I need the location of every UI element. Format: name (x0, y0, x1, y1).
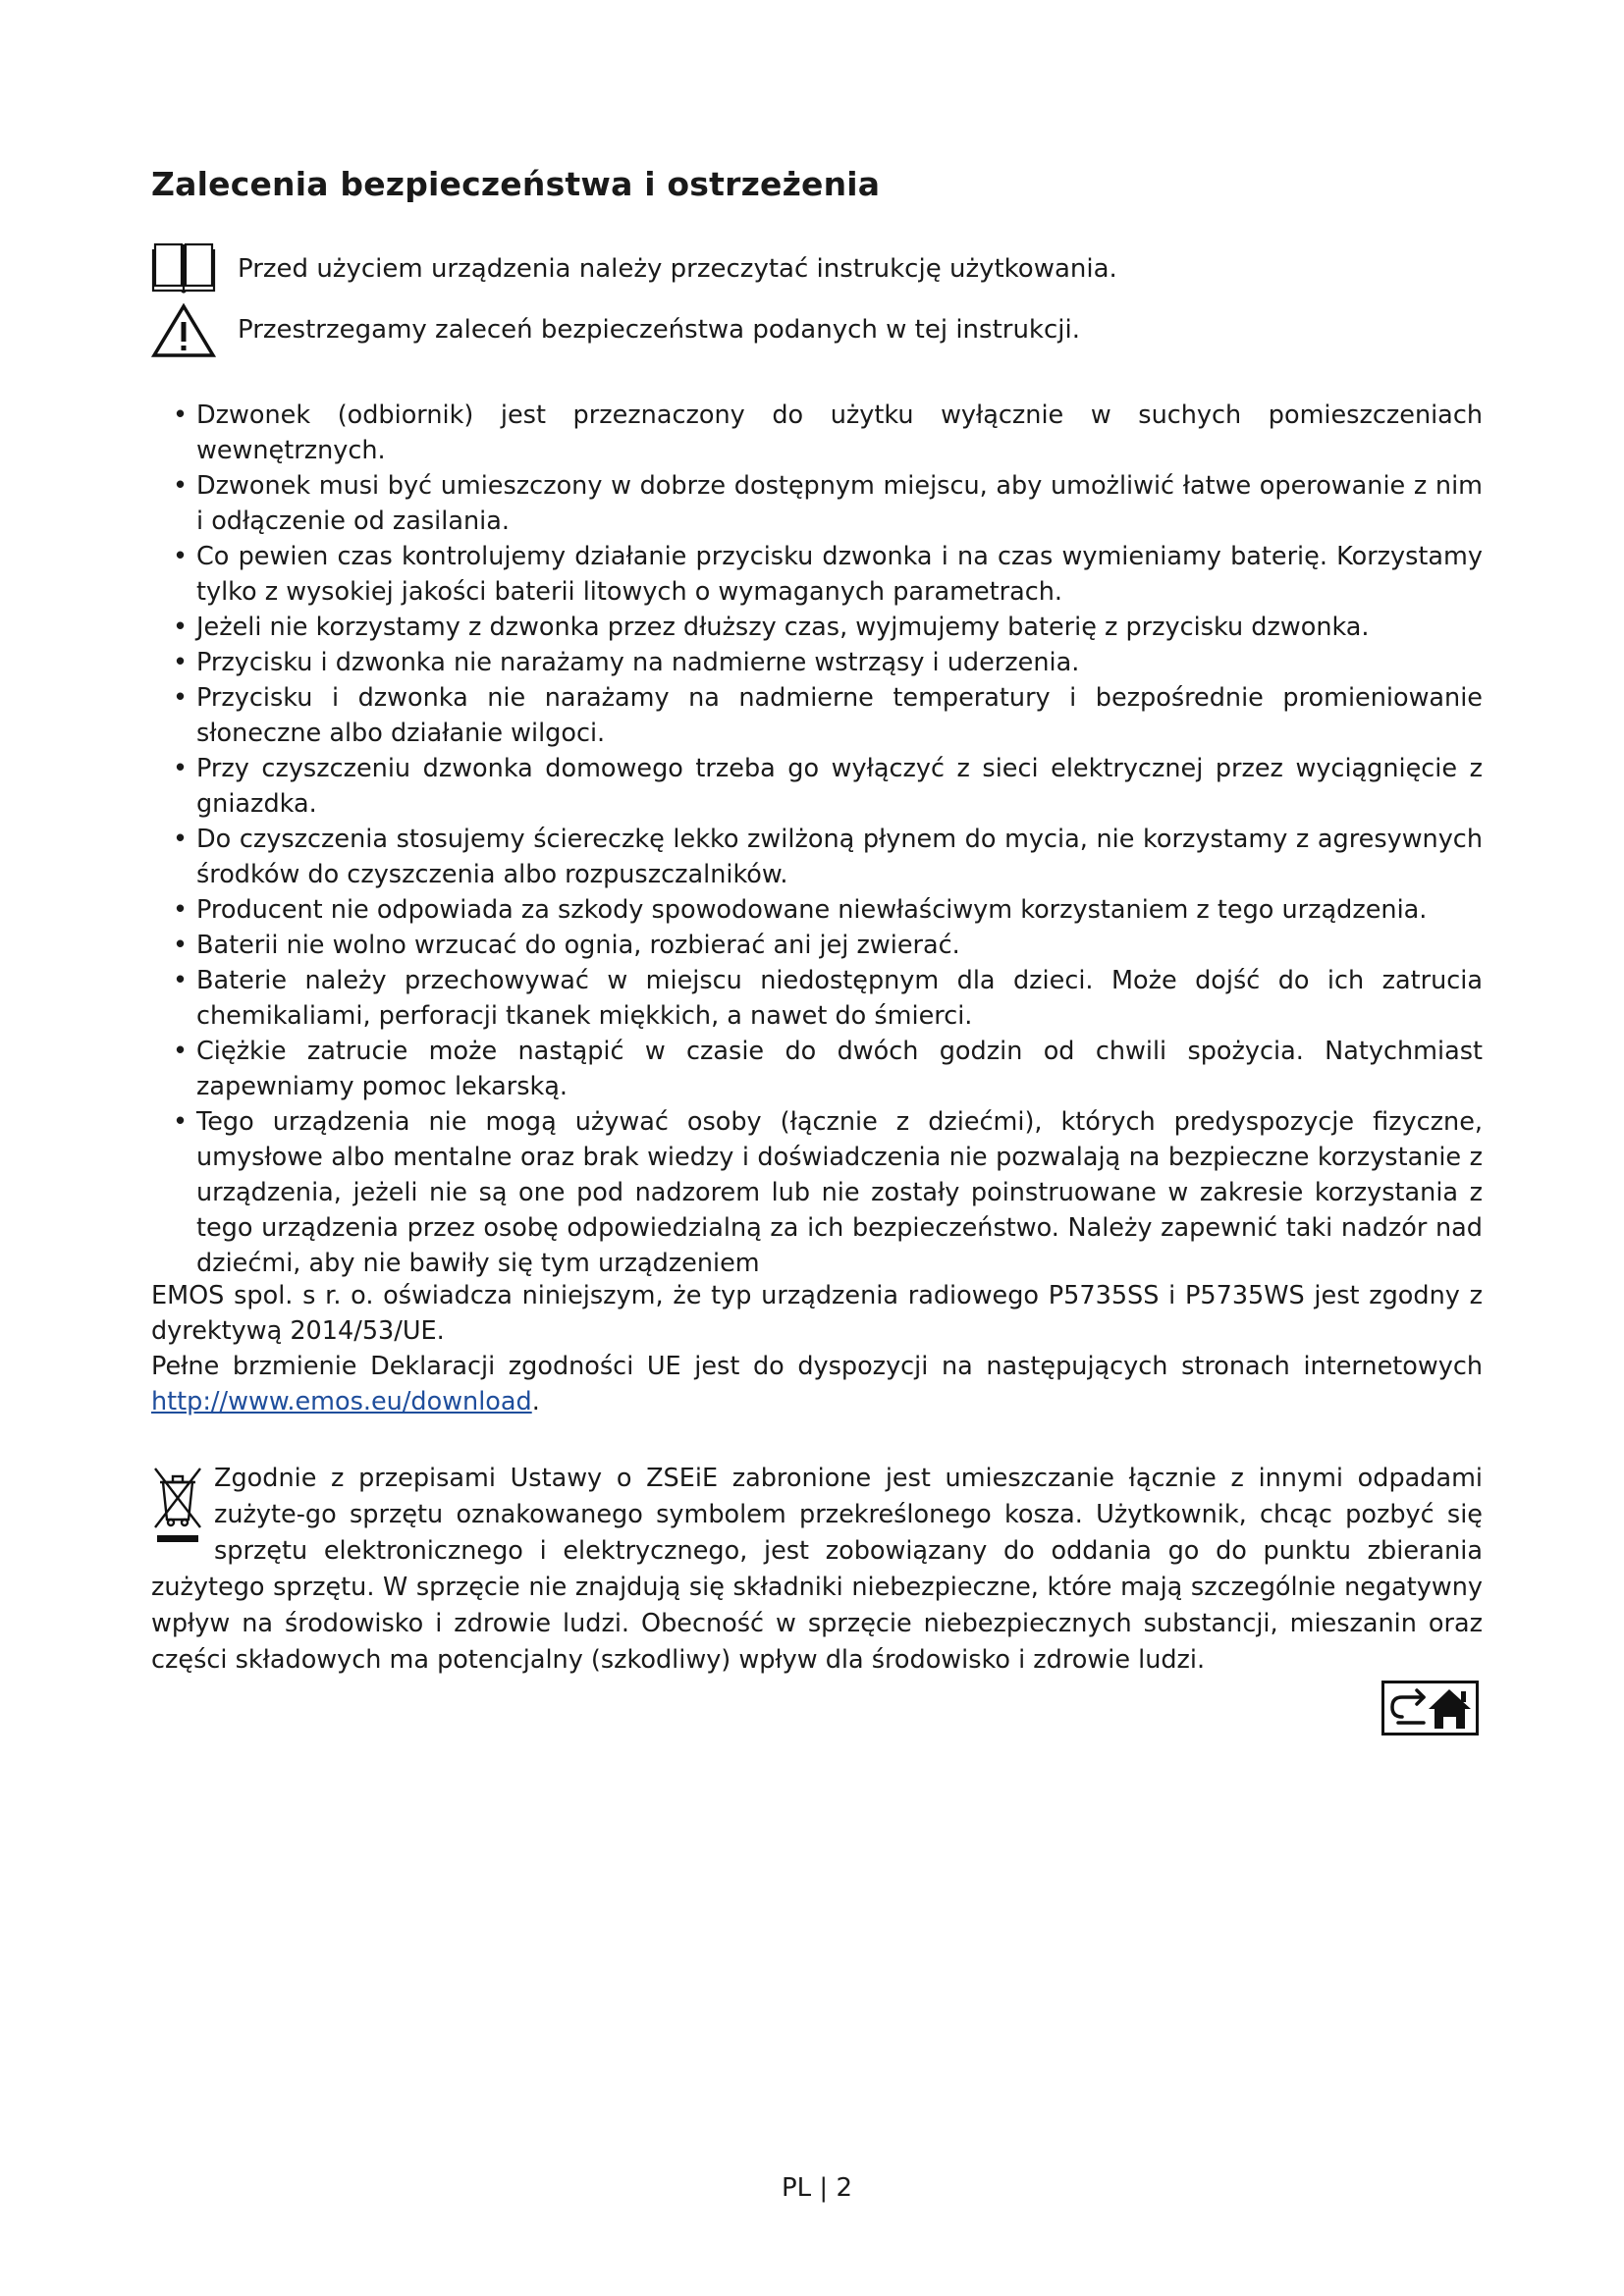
document-page (151, 0, 1483, 2296)
crossed-bin-icon (151, 1465, 204, 1545)
list-item: • Dzwonek (odbiornik) jest przeznaczony do użytku wyłącznie w suchych pomieszczeniach wewnętrznych. (173, 398, 1483, 468)
list-item: • Producent nie odpowiada za szkody spowodowane niewłaściwym korzystaniem z tego urządzenia. (173, 892, 1483, 928)
list-item: • Tego urządzenia nie mogą używać osoby (łącznie z dziećmi), których predyspozycje fizyczne, umysłowe albo mentalne oraz brak wiedzy i doświadczenia nie pozwalają na bezpieczne korzystanie z urządzenia, jeżeli nie są one pod nadzorem lub nie zostały poinstruowane w zakresie korzystania z tego urządzenia przez osobę odpowiedzialną za ich bezpieczeństwo. Należy zapewnić taki nadzór nad dziećmi, aby nie bawiły się tym urządzeniem (173, 1104, 1483, 1281)
page-footer: PL | 2 (782, 2173, 852, 2203)
safety-bullet-list (173, 398, 1483, 1281)
download-link[interactable]: http://www.emos.eu/download (151, 1387, 532, 1416)
list-item: • Do czyszczenia stosujemy ściereczkę lekko zwilżoną płynem do mycia, nie korzystamy z agresywnych środków do czyszczenia albo rozpuszczalników. (173, 822, 1483, 892)
declaration-line-2-suffix: . (531, 1387, 540, 1416)
list-item: • Baterii nie wolno wrzucać do ognia, rozbierać ani jej zwierać. (173, 928, 1483, 963)
notice-follow-safety (151, 302, 1080, 357)
home-button[interactable] (1381, 1681, 1479, 1735)
book-icon (151, 241, 216, 296)
notice-read-manual (151, 241, 1117, 296)
return-home-icon (1384, 1683, 1476, 1733)
declaration-of-conformity (151, 1278, 1483, 1419)
notice-read-manual-text: Przed użyciem urządzenia należy przeczytać instrukcję użytkowania. (238, 254, 1117, 284)
list-item: • Baterie należy przechowywać w miejscu niedostępnym dla dzieci. Może dojść do ich zatrucia chemikaliami, perforacji tkanek miękkich, a nawet do śmierci. (173, 963, 1483, 1034)
list-item: • Jeżeli nie korzystamy z dzwonka przez dłuższy czas, wyjmujemy baterię z przycisku dzwonka. (173, 610, 1483, 645)
declaration-line-2-prefix: Pełne brzmienie Deklaracji zgodności UE jest do dyspozycji na następujących stronach internetowych (151, 1352, 1483, 1381)
page-title: Zalecenia bezpieczeństwa i ostrzeżenia (151, 165, 881, 203)
declaration-line-2 (151, 1349, 1483, 1419)
list-item: • Przy czyszczeniu dzwonka domowego trzeba go wyłączyć z sieci elektrycznej przez wyciągnięcie z gniazdka. (173, 751, 1483, 822)
weee-text: Zgodnie z przepisami Ustawy o ZSEiE zabronione jest umieszczanie łącznie z innymi odpadami zużyte-go sprzętu oznakowanego symbolem przekreślonego kosza. Użytkownik, chcąc pozbyć się sprzętu elektronicznego i elektrycznego, jest zobowiązany do oddania go do punktu zbierania zużytego sprzętu. W sprzęcie nie znajdują się składniki niebezpieczne, które mają szczególnie negatywny wpływ na środowisko i zdrowie ludzi. Obecność w sprzęcie niebezpiecznych substancji, mieszanin oraz części składowych ma potencjalny (szkodliwy) wpływ dla środowisko i zdrowie ludzi. (151, 1464, 1483, 1675)
list-item: • Dzwonek musi być umieszczony w dobrze dostępnym miejscu, aby umożliwić łatwe operowanie z nim i odłączenie od zasilania. (173, 468, 1483, 539)
notice-follow-safety-text: Przestrzegamy zaleceń bezpieczeństwa podanych w tej instrukcji. (238, 315, 1080, 345)
list-item: • Co pewien czas kontrolujemy działanie przycisku dzwonka i na czas wymieniamy baterię. Korzystamy tylko z wysokiej jakości baterii litowych o wymaganych parametrach. (173, 539, 1483, 610)
list-item: • Przycisku i dzwonka nie narażamy na nadmierne wstrząsy i uderzenia. (173, 645, 1483, 680)
weee-disposal-notice (151, 1461, 1483, 1679)
declaration-line-1: EMOS spol. s r. o. oświadcza niniejszym, że typ urządzenia radiowego P5735SS i P5735WS jest zgodny z dyrektywą 2014/53/UE. (151, 1281, 1483, 1346)
list-item: • Przycisku i dzwonka nie narażamy na nadmierne temperatury i bezpośrednie promieniowanie słoneczne albo działanie wilgoci. (173, 680, 1483, 751)
list-item: • Ciężkie zatrucie może nastąpić w czasie do dwóch godzin od chwili spożycia. Natychmiast zapewniamy pomoc lekarską. (173, 1034, 1483, 1104)
warning-triangle-icon (151, 302, 216, 357)
